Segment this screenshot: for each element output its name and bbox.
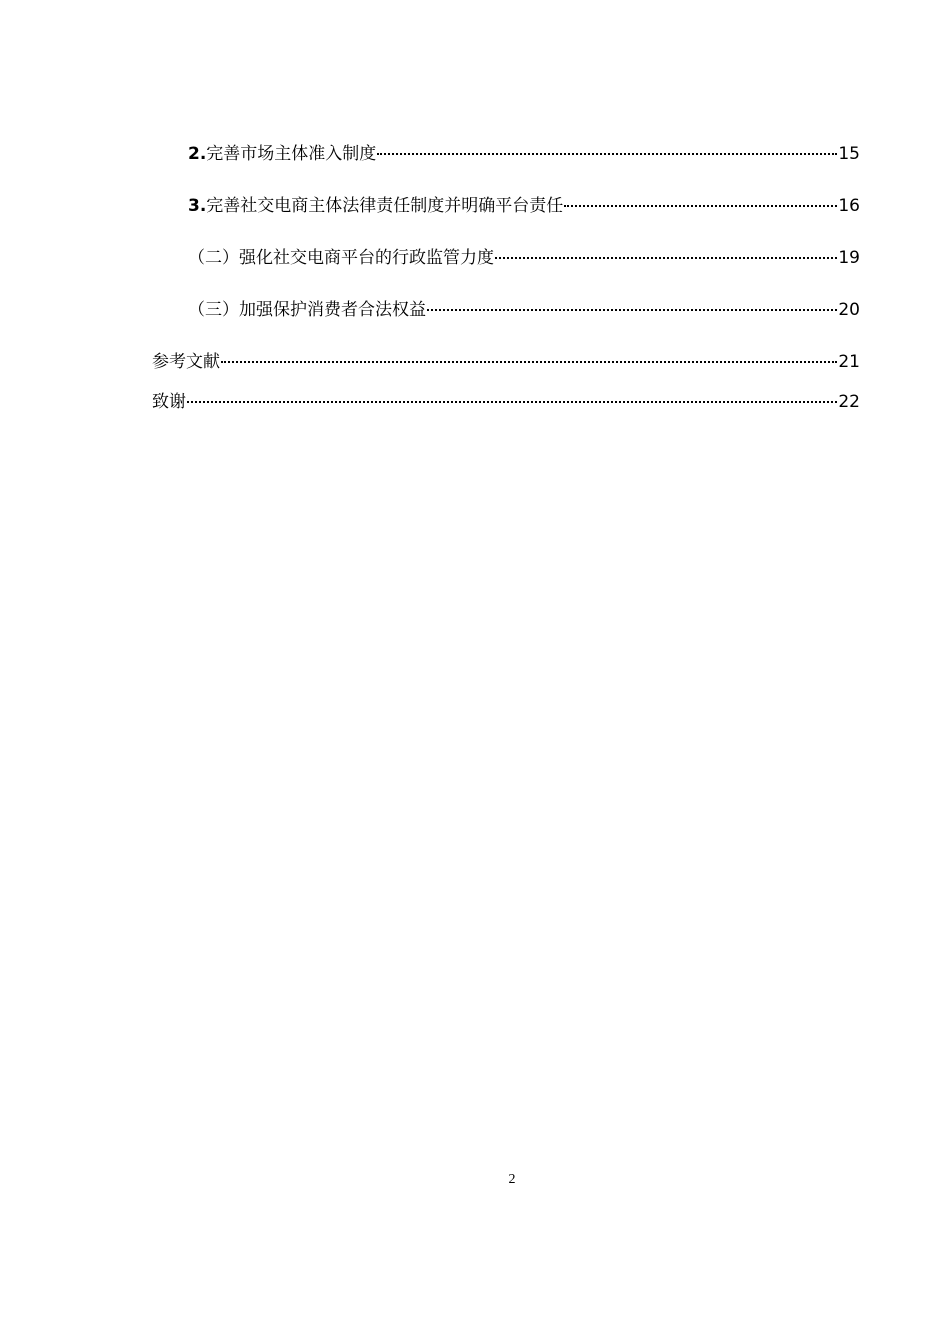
toc-entry-text: （二）强化社交电商平台的行政监管力度 (188, 248, 494, 268)
toc-entry-page: 20 (838, 300, 860, 320)
toc-entry-number: 3. (188, 196, 207, 216)
toc-entry[interactable] (188, 246, 860, 270)
toc-entry-title (188, 194, 563, 218)
dot-leader (495, 257, 837, 259)
toc-entry-text: 完善市场主体准入制度 (206, 144, 377, 164)
toc-entry[interactable] (152, 350, 860, 374)
toc-entry-title (188, 246, 494, 270)
toc-entry-title (152, 390, 186, 414)
toc-entry[interactable] (188, 298, 860, 322)
toc-entry-text: （三）加强保护消费者合法权益 (188, 300, 426, 320)
dot-leader (377, 153, 837, 155)
toc-entry[interactable] (188, 194, 860, 218)
toc-entry[interactable] (188, 142, 860, 166)
toc-entry-title (188, 142, 376, 166)
toc-entry-title (188, 298, 426, 322)
toc-entry-page: 22 (838, 392, 860, 412)
dot-leader (427, 309, 837, 311)
page-number: 2 (508, 1172, 516, 1187)
toc-entry-text: 完善社交电商主体法律责任制度并明确平台责任 (206, 196, 564, 216)
toc-entry-page: 21 (838, 352, 860, 372)
toc-entry[interactable] (152, 390, 860, 414)
dot-leader (187, 401, 837, 403)
toc-entry-page: 15 (838, 144, 860, 164)
dot-leader (221, 361, 837, 363)
toc-entry-page: 16 (838, 196, 860, 216)
toc-entry-page: 19 (838, 248, 860, 268)
dot-leader (564, 205, 837, 207)
toc-entry-text: 参考文献 (152, 352, 220, 372)
toc-entry-title (152, 350, 220, 374)
toc-entry-number: 2. (188, 144, 207, 164)
toc-entry-text: 致谢 (152, 392, 186, 412)
